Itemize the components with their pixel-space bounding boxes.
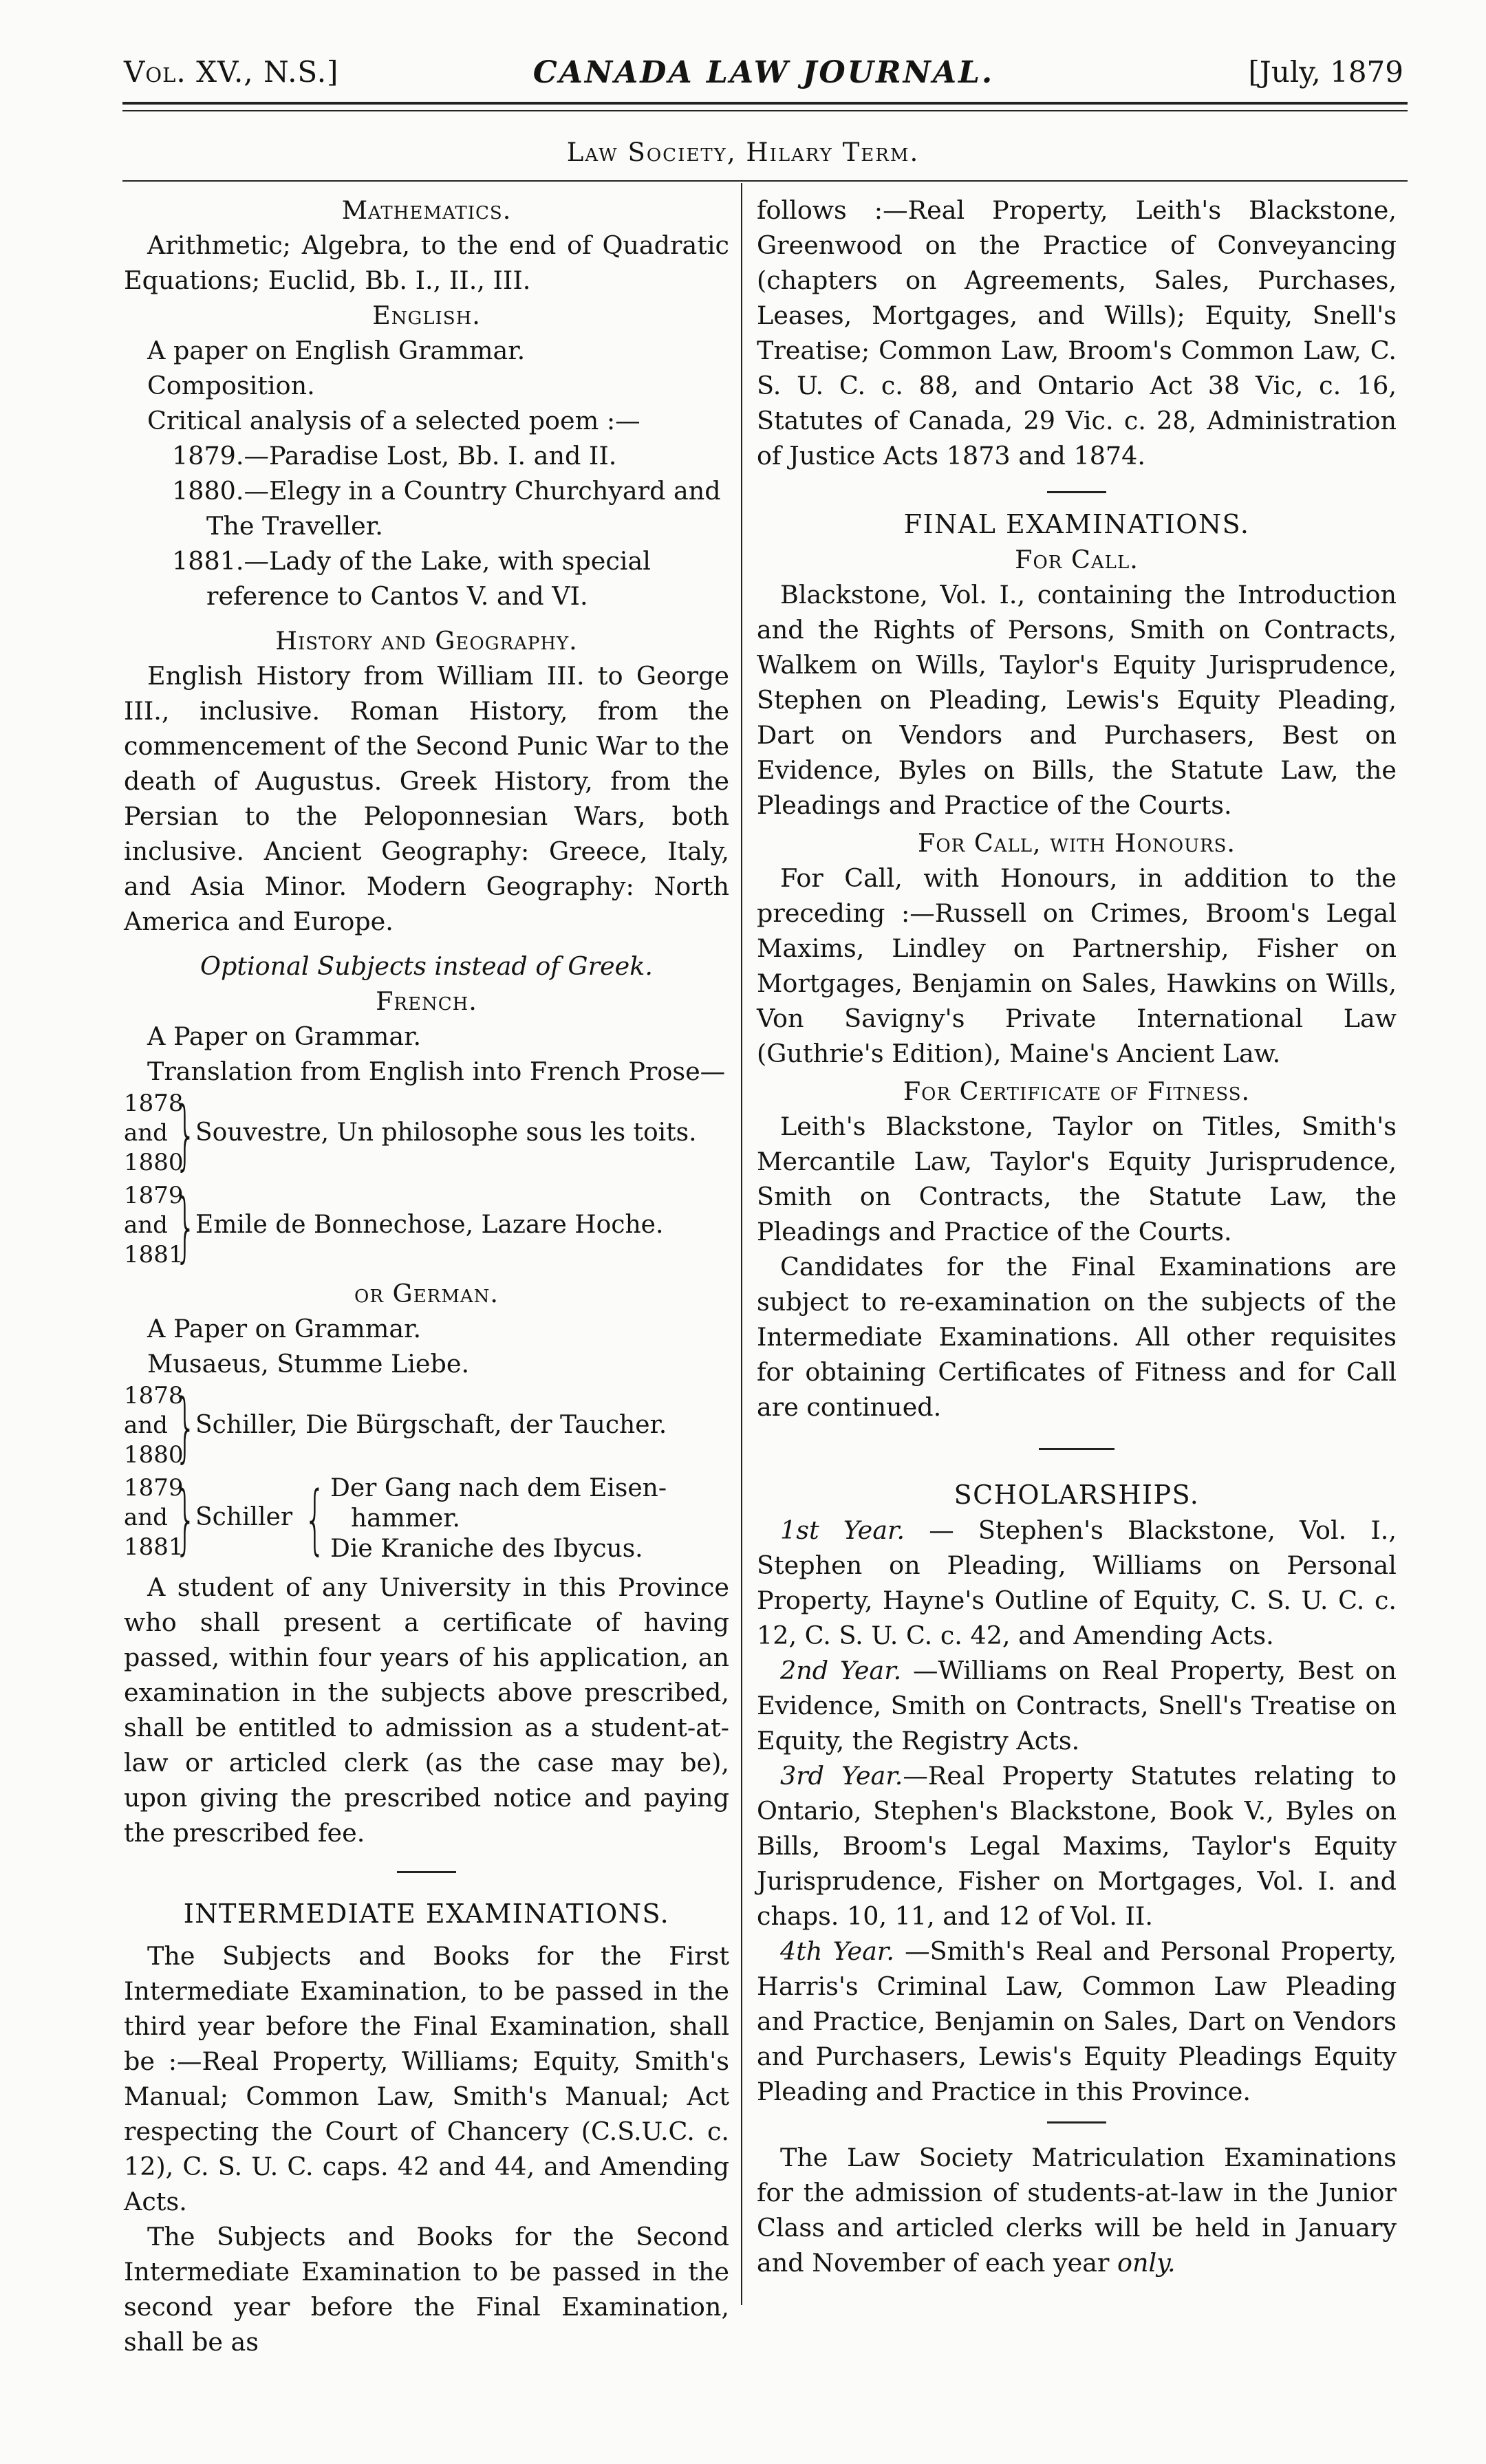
brace-icon: } (175, 1182, 197, 1271)
candidates-text: Candidates for the Final Examinations are subject to re-examination on the subjects of the Intermediate Examinations. All other requisites for obtaining Certificates of Fitness and for Call are continued. (757, 1252, 1397, 1422)
brace-text: Souvestre, Un philosophe sous les toits. (195, 1118, 697, 1147)
page-header (124, 48, 1403, 103)
brace-icon: } (175, 1475, 197, 1563)
brace-icon: } (175, 1383, 197, 1471)
brace-works: Der Gang nach dem Eisen- hammer. Die Kraniche des Ibycus. (330, 1474, 667, 1563)
brace-icon: } (175, 1090, 197, 1178)
header-rule-thin (122, 110, 1408, 111)
scholarship-year: 4th Year. —Smith's Real and Personal Property, Harris's Criminal Law, Common Law Pleading and Practice, Benjamin on Sales, Dart on Vendors and Purchasers, Lewis's Equity Pleadings Equity Pleading and Practice in this Province. (757, 1936, 1397, 2106)
open-brace-icon: { (304, 1475, 326, 1563)
right-column (757, 193, 1397, 2280)
journal-title: CANADA LAW JOURNAL. (532, 55, 995, 90)
section-divider (1047, 491, 1106, 493)
column-divider (741, 183, 742, 2305)
german-line: A Paper on Grammar. (147, 1314, 422, 1343)
german-brace-group (124, 1381, 729, 1473)
intermediate-paragraph-2: The Subjects and Books for the Second Intermediate Examination to be passed in the second year before the Final Examination, shall be as (124, 2222, 729, 2357)
poem-item: 1881.—Lady of the Lake, with special reference to Cantos V. and VI. (172, 546, 651, 611)
for-call-honours-text: For Call, with Honours, in addition to the preceding :—Russell on Crimes, Broom's Legal Maxims, Lindley on Partnership, Fisher on Mortgages, Benjamin on Sales, Hawkins on Wills, Von Savigny's Private International Law (Guthrie's Edition), Maine's Ancient Law. (757, 863, 1397, 1068)
english-line: Composition. (147, 371, 315, 400)
french-brace-group (124, 1089, 729, 1181)
matriculation-text: The Law Society Matriculation Examinations for the admission of students-at-law in the Junior Class and articled clerks will be held in January and November of each year only. (757, 2143, 1397, 2278)
brace-years: 1878 and 1880 (124, 1090, 184, 1176)
english-line: Critical analysis of a selected poem :— (147, 406, 640, 435)
intermediate-heading: INTERMEDIATE EXAMINATIONS. (183, 1899, 670, 1929)
brace-years: 1879 and 1881 (124, 1474, 184, 1561)
certificate-fitness-text: Leith's Blackstone, Taylor on Titles, Smith's Mercantile Law, Taylor's Equity Jurisprudence, Smith on Contracts, the Statute Law, the Pleadings and Practice of the Courts. (757, 1112, 1397, 1246)
scholarships-heading: SCHOLARSHIPS. (954, 1480, 1200, 1510)
subheading-rule (122, 180, 1408, 182)
scholarship-year: 2nd Year. —Williams on Real Property, Best on Evidence, Smith on Contracts, Snell's Treatise on Equity, the Registry Acts. (757, 1656, 1397, 1755)
section-subheading: Law Society, Hilary Term. (566, 138, 920, 167)
french-line: A Paper on Grammar. (147, 1022, 422, 1051)
german-brace-group (124, 1473, 729, 1570)
history-heading: History and Geography. (275, 626, 578, 656)
german-heading: or German. (354, 1279, 499, 1308)
section-divider (397, 1871, 456, 1873)
section-divider (1047, 2121, 1106, 2123)
french-line: Translation from English into French Prose— (147, 1057, 726, 1086)
history-text: English History from William III. to George III., inclusive. Roman History, from the commencement of the Second Punic War to the death of Augustus. Greek History, from the Persian to the Peloponnesian Wars, both inclusive. Ancient Geography: Greece, Italy, and Asia Minor. Modern Geography: North America and Europe. (124, 661, 729, 936)
optional-subjects-heading: Optional Subjects instead of Greek. (200, 951, 653, 981)
continued-text: follows :—Real Property, Leith's Blackstone, Greenwood on the Practice of Conveyancing (chapters on Agreements, Sales, Purchases, Leases, Mortgages, and Wills); Equity, Snell's Treatise; Common Law, Broom's Common Law, C. S. U. C. c. 88, and Ontario Act 38 Vic, c. 16, Statutes of Canada, 29 Vic. c. 28, Administration of Justice Acts 1873 and 1874. (757, 195, 1397, 471)
left-column (124, 193, 729, 2359)
issue-date: [July, 1879 (1248, 55, 1403, 89)
brace-years: 1879 and 1881 (124, 1182, 184, 1268)
certificate-fitness-heading: For Certificate of Fitness. (903, 1077, 1251, 1106)
scholarship-year: 3rd Year.—Real Property Statutes relating to Ontario, Stephen's Blackstone, Book V., Byles on Bills, Broom's Legal Maxims, Taylor's Equity Jurisprudence, Fisher on Mortgages, Vol. I. and chaps. 10, 11, and 12 of Vol. II. (757, 1761, 1397, 1931)
english-heading: English. (372, 301, 481, 330)
mathematics-text: Arithmetic; Algebra, to the end of Quadratic Equations; Euclid, Bb. I., II., III. (124, 230, 729, 295)
section-divider (1039, 1448, 1114, 1450)
mathematics-heading: Mathematics. (341, 195, 512, 225)
english-line: A paper on English Grammar. (147, 336, 526, 365)
volume-label: Vol. XV., N.S.] (124, 55, 339, 89)
poem-item: 1879.—Paradise Lost, Bb. I. and II. (172, 441, 617, 471)
header-rule-thick (122, 102, 1408, 105)
brace-text: Schiller, Die Bürgschaft, der Taucher. (195, 1411, 667, 1439)
brace-text: Emile de Bonnechose, Lazare Hoche. (195, 1211, 664, 1239)
for-call-text: Blackstone, Vol. I., containing the Introduction and the Rights of Persons, Smith on Contracts, Walkem on Wills, Taylor's Equity Jurisprudence, Stephen on Pleading, Lewis's Equity Pleading, Dart on Vendors and Purchasers, Best on Evidence, Byles on Bills, the Statute Law, the Pleadings and Practice of the Courts. (757, 580, 1397, 820)
french-brace-group (124, 1181, 729, 1273)
poem-item: 1880.—Elegy in a Country Churchyard and The Traveller. (172, 476, 721, 541)
final-examinations-heading: FINAL EXAMINATIONS. (903, 509, 1250, 539)
brace-author: Schiller (195, 1503, 293, 1531)
brace-years: 1878 and 1880 (124, 1382, 184, 1469)
german-line: Musaeus, Stumme Liebe. (147, 1349, 470, 1379)
scholarship-year: 1st Year. — Stephen's Blackstone, Vol. I., Stephen on Pleading, Williams on Personal Property, Hayne's Outline of Equity, C. S. U. C. c. 12, C. S. U. C. c. 42, and Amending Acts. (757, 1515, 1397, 1650)
for-call-heading: For Call. (1015, 545, 1139, 574)
intermediate-paragraph-1: The Subjects and Books for the First Intermediate Examination, to be passed in the third year before the Final Examination, shall be :—Real Property, Williams; Equity, Smith's Manual; Common Law, Smith's Manual; Act respecting the Court of Chancery (C.S.U.C. c. 12), C. S. U. C. caps. 42 and 44, and Amending Acts. (124, 1941, 729, 2216)
french-heading: French. (376, 986, 477, 1016)
for-call-honours-heading: For Call, with Honours. (918, 828, 1236, 858)
student-paragraph: A student of any University in this Province who shall present a certificate of having passed, within four years of his application, an examination in the subjects above prescribed, shall be entitled to admission as a student-at-law or articled clerk (as the case may be), upon giving the prescribed notice and paying the prescribed fee. (124, 1573, 729, 1848)
